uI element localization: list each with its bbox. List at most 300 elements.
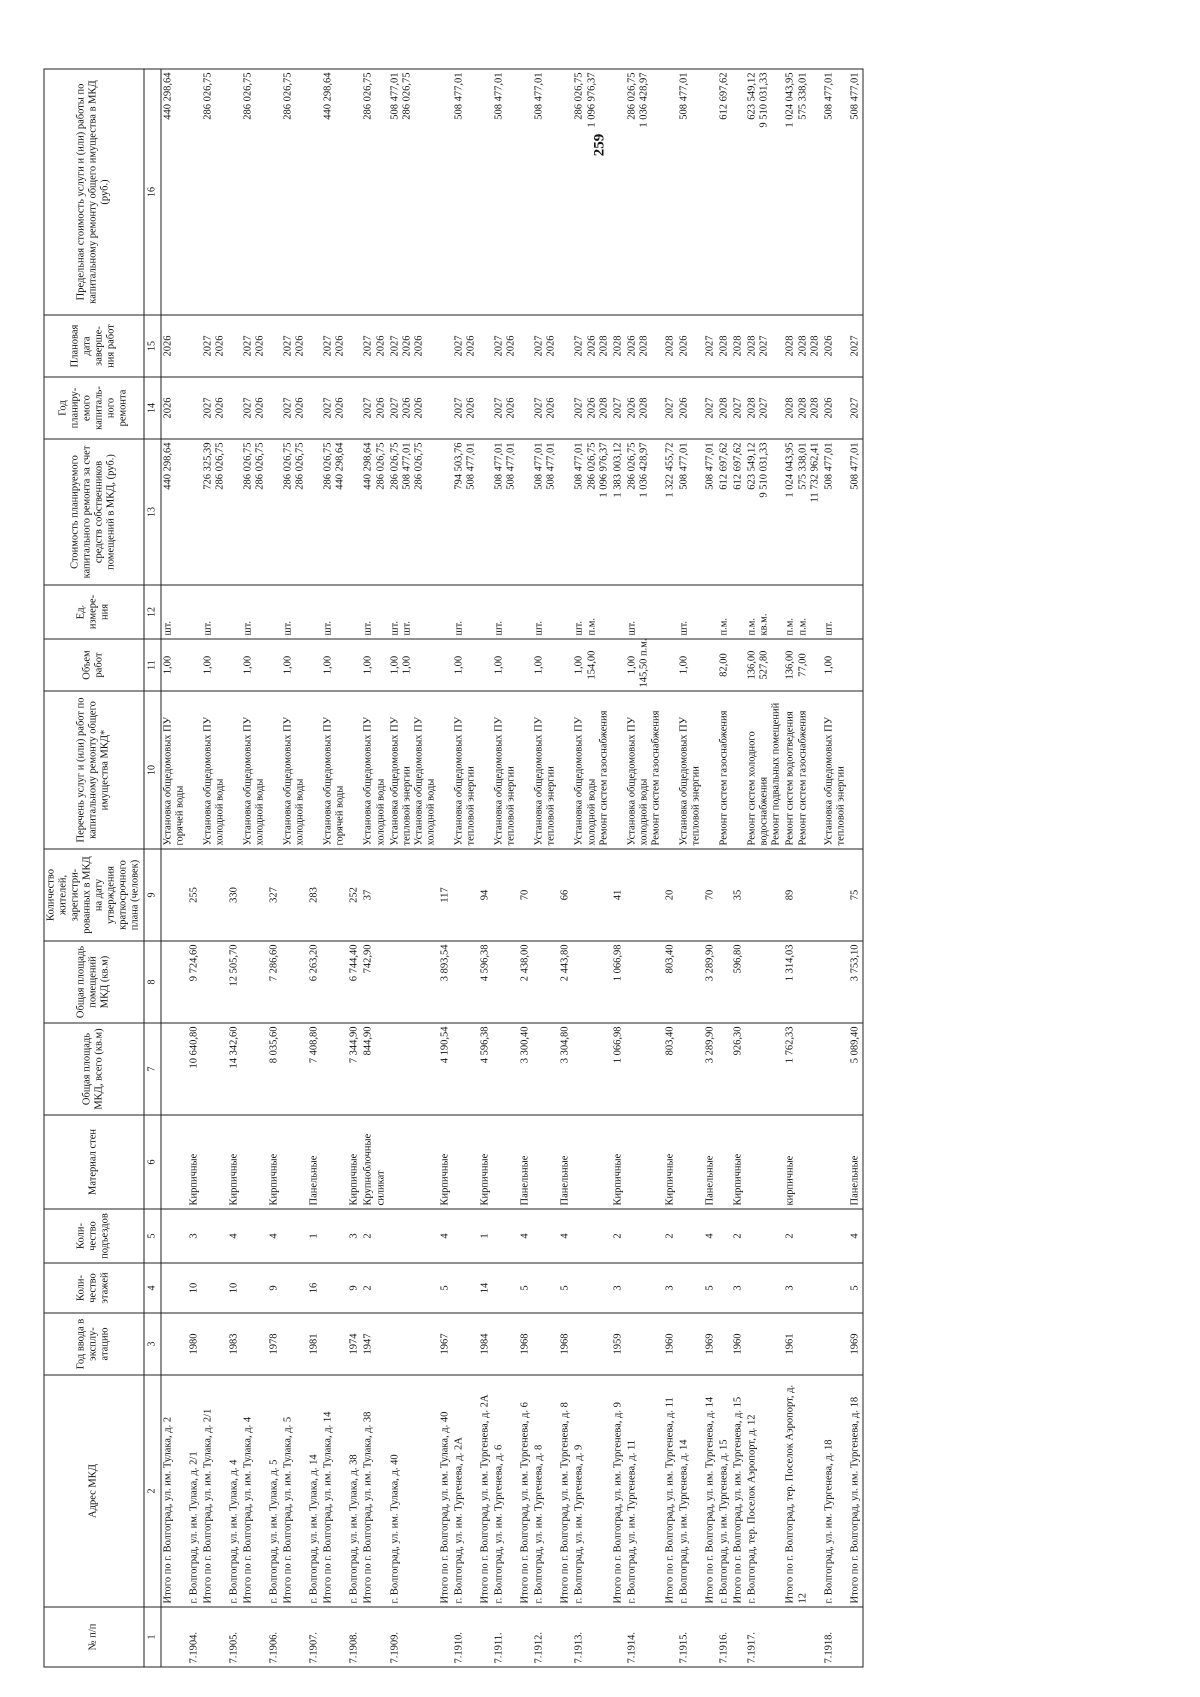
cell-c2 [611,1375,625,1607]
cell-c6: Панельные [704,1115,718,1209]
cell-c10 [322,691,348,849]
cell-c12 [187,585,201,639]
cell-c13 [848,439,863,585]
cell-line: 286 026,75 [626,442,638,490]
cell-line: 1 096 976,37 [598,442,610,498]
cell-line: 9 510 031,33 [758,72,770,128]
cell-line: 2027 [362,397,374,418]
cell-line: тепловой энергии [835,765,847,845]
cell-line: шт. [453,620,465,635]
cell-c9: 41 [611,849,625,941]
cell-c1 [322,1607,348,1667]
cell-c11 [677,639,703,691]
cell-c15 [388,315,438,377]
cell-c12 [559,585,573,639]
cell-c11 [611,639,625,691]
cell-c12 [388,585,438,639]
repair-plan-table [44,68,864,1667]
cell-c4: 3 [663,1263,677,1313]
table-row [308,69,322,1667]
cell-c7: 803,40 [663,1023,677,1115]
cell-c10 [493,691,519,849]
cell-c3: 1969 [848,1313,863,1375]
cell-c8 [201,941,227,1023]
cell-c12 [268,585,282,639]
cell-line: Ремонт систем газоснабжения [797,710,808,845]
cell-c12 [362,585,388,639]
cell-line: 508 477,01 [453,72,465,120]
cell-c4 [282,1263,308,1313]
cell-c9 [625,849,663,941]
cell-c10 [227,691,241,849]
cell-line: 440 298,64 [162,72,173,120]
cell-c15 [452,315,478,377]
cell-line: 2026 [375,397,386,418]
cell-line: 2026 [586,397,597,418]
cell-c3 [493,1313,519,1375]
cell-c12 [625,585,663,639]
cell-c1 [519,1607,533,1667]
cell-c11 [746,639,784,691]
table-row [559,69,573,1667]
cell-c13 [533,439,559,585]
cell-c15 [663,315,677,377]
cell-c2 [282,1375,308,1607]
cell-c16 [533,69,559,315]
cell-c3: 1947 [362,1313,388,1375]
cell-c8 [282,941,308,1023]
cell-c1: 7.1909. [388,1607,438,1667]
cell-c12 [718,585,732,639]
cell-line: шт. [573,620,585,635]
cell-c13 [308,439,322,585]
cell-c13 [784,439,822,585]
cell-c15 [704,315,718,377]
cell-c12 [282,585,308,639]
cell-c6 [452,1115,478,1209]
cell-c2 [438,1375,452,1607]
cell-c14 [438,377,452,439]
cell-line: 2026 [334,397,346,418]
cell-c7: 844,90 [362,1023,388,1115]
cell-c7 [625,1023,663,1115]
cell-c2 [241,1375,267,1607]
cell-c15 [479,315,493,377]
cell-c5: 4 [704,1209,718,1263]
cell-c2 [848,1375,863,1607]
cell-c11 [308,639,322,691]
cell-c6: Панельные [519,1115,533,1209]
cell-c12 [227,585,241,639]
cell-c11 [348,639,362,691]
cell-c10 [732,691,746,849]
cell-c5 [822,1209,848,1263]
cell-line: 2028 [746,335,758,356]
cell-c11 [388,639,438,691]
cell-c9 [573,849,611,941]
cell-line: шт. [389,620,401,635]
cell-line: 1,00 [362,655,374,674]
cell-c1: 7.1908. [348,1607,362,1667]
cell-c10 [519,691,533,849]
cell-c5: 2 [611,1209,625,1263]
cell-c7: 7 344,90 [348,1023,362,1115]
cell-c8: 6 263,20 [308,941,322,1023]
cell-line: 726 325,39 [202,442,214,490]
cell-c5 [201,1209,227,1263]
table-row [848,69,863,1667]
cell-c6 [493,1115,519,1209]
cell-c15 [362,315,388,377]
cell-line: г. Волгоград, ул. им. Тулака, д. 5 [268,1459,280,1603]
cell-line: 2026 [294,335,306,356]
cell-line: Установка общедомовых ПУ [413,716,425,845]
cell-c9 [746,849,784,941]
cell-c2 [784,1375,822,1607]
column-number-5: 5 [144,1209,161,1263]
cell-c16 [663,69,677,315]
cell-c2 [746,1375,784,1607]
column-header-5: Коли-чество подъездов [44,1209,144,1263]
cell-c5: 1 [308,1209,322,1263]
table-row [663,69,677,1667]
cell-c11 [559,639,573,691]
cell-c16 [848,69,863,315]
cell-c11 [519,639,533,691]
cell-c11 [784,639,822,691]
cell-c1: 7.1904. [187,1607,201,1667]
cell-c15 [677,315,703,377]
rotated-table-container [44,69,1157,1667]
cell-c16 [348,69,362,315]
cell-c14 [848,377,863,439]
cell-c6: Кирпичные [348,1115,362,1209]
cell-c2 [559,1375,573,1607]
cell-c11 [227,639,241,691]
cell-line: 2027 [202,397,214,418]
cell-c6 [322,1115,348,1209]
cell-c2 [452,1375,478,1607]
cell-c6: Кирпичные [732,1115,746,1209]
cell-c11 [322,639,348,691]
cell-c7: 8 035,60 [268,1023,282,1115]
cell-c16 [479,69,493,315]
cell-c6 [241,1115,267,1209]
cell-c10 [161,691,188,849]
cell-line: 2026 [465,397,477,418]
cell-c15 [746,315,784,377]
cell-line: 2026 [823,335,835,356]
cell-line: 286 026,75 [586,442,597,490]
cell-c13 [388,439,438,585]
cell-c11 [718,639,732,691]
cell-line: Ремонт систем холодного [746,730,758,845]
cell-line: 2026 [545,397,557,418]
cell-line: Установка общедомовых ПУ [573,716,585,845]
cell-c2 [822,1375,848,1607]
cell-line: шт. [282,620,294,635]
cell-c7 [746,1023,784,1115]
cell-c8: 12 505,70 [227,941,241,1023]
table-row [533,69,559,1667]
cell-line: 1,00 [493,655,505,674]
cell-c12 [704,585,718,639]
cell-c4 [573,1263,611,1313]
cell-c9 [322,849,348,941]
cell-line: Ремонт систем газоснабжения [718,710,730,845]
cell-line: п.м. [718,617,730,635]
cell-line: 440 298,64 [322,72,334,120]
cell-line: 2027 [362,335,374,356]
cell-line: 286 026,75 [242,72,254,120]
cell-c14 [388,377,438,439]
cell-line: 286 026,75 [413,442,425,490]
cell-line: 2026 [586,335,597,356]
cell-c8: 4 596,38 [479,941,493,1023]
cell-line: Итого по г. Волгоград, ул. им. Тулака, д. 14 [322,1411,334,1603]
cell-c2 [201,1375,227,1607]
cell-c10 [268,691,282,849]
cell-c7 [388,1023,438,1115]
cell-line: 2027 [493,335,505,356]
cell-c11 [732,639,746,691]
cell-c16 [201,69,227,315]
cell-c7 [533,1023,559,1115]
cell-c14 [732,377,746,439]
cell-c14 [493,377,519,439]
table-row [438,69,452,1667]
cell-c11 [848,639,863,691]
cell-line: 2027 [282,335,294,356]
cell-c13 [718,439,732,585]
cell-c14 [268,377,282,439]
cell-c9: 255 [187,849,201,941]
cell-line: 2027 [533,397,545,418]
column-header-13: Стоимость планируемого капитального ремонта за счет средств собственников помещений в МКД, (руб.) [44,439,144,585]
cell-c4 [677,1263,703,1313]
cell-line: шт. [823,620,835,635]
cell-c9: 94 [479,849,493,941]
cell-c7: 1 762,33 [784,1023,822,1115]
table-row [388,69,438,1667]
cell-c9 [388,849,438,941]
cell-line: 508 477,01 [823,442,835,490]
cell-line: Итого по г. Волгоград, ул. им. Тургенева, д. 8 [559,1401,571,1603]
cell-c8: 596,80 [732,941,746,1023]
cell-c11 [493,639,519,691]
cell-c2 [663,1375,677,1607]
cell-line: водоснабжения [758,776,770,845]
cell-c3 [533,1313,559,1375]
column-number-1: 1 [144,1607,161,1667]
cell-line: Итого по г. Волгоград, ул. им. Тулака, д. 38 [362,1411,374,1603]
cell-line: 508 477,01 [849,72,861,120]
cell-line: 508 477,01 [823,72,835,120]
cell-line: п.м. [784,617,796,635]
cell-line: 2027 [322,397,334,418]
cell-c12 [573,585,611,639]
cell-line: 2026 [413,335,425,356]
cell-c10 [533,691,559,849]
cell-line: 286 026,75 [254,442,266,490]
cell-c4 [322,1263,348,1313]
cell-c3: 1961 [784,1313,822,1375]
cell-c16 [732,69,746,315]
cell-c3: 1960 [732,1313,746,1375]
cell-line: 2027 [242,397,254,418]
cell-c4: 5 [848,1263,863,1313]
table-row [746,69,784,1667]
cell-line: Ремонт систем газоснабжения [598,710,610,845]
column-number-15: 15 [144,315,161,377]
table-row [362,69,388,1667]
cell-c8 [161,941,188,1023]
cell-c4: 5 [438,1263,452,1313]
cell-c10 [388,691,438,849]
cell-c12 [663,585,677,639]
cell-line: 145,50 п.м. [638,637,650,687]
cell-line: Ремонт подвальных помещений [770,702,782,845]
cell-c5: 4 [268,1209,282,1263]
cell-c12 [822,585,848,639]
cell-c3: 1983 [227,1313,241,1375]
cell-c3: 1980 [187,1313,201,1375]
cell-line: 1,00 [453,655,465,674]
cell-c10 [677,691,703,849]
cell-c2 [388,1375,438,1607]
cell-c7 [573,1023,611,1115]
cell-c9 [822,849,848,941]
cell-c13 [161,439,188,585]
cell-c10 [282,691,308,849]
cell-c9 [493,849,519,941]
cell-line: Установка общедомовых ПУ [678,716,690,845]
cell-line: г. Волгоград, ул. им. Тургенева, д. 18 [823,1439,835,1603]
cell-c10 [611,691,625,849]
column-number-13: 13 [144,439,161,585]
cell-line: 9 510 031,33 [758,442,770,498]
cell-c13 [732,439,746,585]
cell-line: Установка общедомовых ПУ [242,716,254,845]
cell-c2 [732,1375,746,1607]
cell-line: 2027 [849,335,861,356]
cell-c9: 327 [268,849,282,941]
cell-line: шт. [322,620,334,635]
cell-c4: 5 [519,1263,533,1313]
cell-line: 2027 [758,335,770,356]
cell-c3: 1968 [559,1313,573,1375]
cell-line: г. Волгоград, тер. Поселок Аэропорт, д. 12 [746,1413,758,1603]
table-row [677,69,703,1667]
column-number-6: 6 [144,1115,161,1209]
cell-line: Установка общедомовых ПУ [202,716,214,845]
cell-c14 [308,377,322,439]
cell-c16 [625,69,663,315]
cell-line: 575 338,01 [797,72,808,120]
cell-line: тепловой энергии [690,765,702,845]
cell-line: 2026 [254,335,266,356]
cell-line: 508 477,01 [401,442,413,490]
cell-c8 [625,941,663,1023]
cell-c5: 2 [663,1209,677,1263]
cell-c12 [241,585,267,639]
cell-c5: 4 [519,1209,533,1263]
cell-line: г. Волгоград, ул. им. Тургенева, д. 6 [493,1444,505,1603]
cell-line: 2026 [545,335,557,356]
cell-c12 [533,585,559,639]
cell-line: 1,00 [573,655,585,674]
cell-c5 [533,1209,559,1263]
cell-line: 2026 [678,397,690,418]
cell-c9 [452,849,478,941]
cell-c12 [677,585,703,639]
cell-c10 [348,691,362,849]
cell-c10 [201,691,227,849]
cell-c6 [746,1115,784,1209]
cell-c7 [322,1023,348,1115]
cell-line: Ремонт систем водоотведения [784,710,796,845]
cell-c7 [452,1023,478,1115]
cell-c16 [362,69,388,315]
cell-c15 [282,315,308,377]
cell-c8 [388,941,438,1023]
cell-c12 [848,585,863,639]
cell-line: 2027 [242,335,254,356]
cell-line: Итого по г. Волгоград, тер. Поселок Аэропорт, д. [784,1384,796,1603]
cell-c12 [493,585,519,639]
cell-c14 [625,377,663,439]
cell-c6: кирпичные [784,1115,822,1209]
cell-c10 [718,691,732,849]
cell-c13 [348,439,362,585]
cell-c5 [625,1209,663,1263]
cell-c7 [161,1023,188,1115]
cell-c8 [322,941,348,1023]
cell-line: горячей воды [334,785,346,845]
cell-c13 [611,439,625,585]
cell-c16 [187,69,201,315]
cell-c5: 4 [438,1209,452,1263]
table-body [161,69,863,1667]
cell-c5 [388,1209,438,1263]
table-row [452,69,478,1667]
cell-c6 [201,1115,227,1209]
cell-line: 2028 [797,335,808,356]
cell-c8: 742,90 [362,941,388,1023]
column-number-9: 9 [144,849,161,941]
column-header-2: Адрес МКД [44,1375,144,1607]
cell-line: Установка общедомовых ПУ [162,716,173,845]
cell-line: 2026 [465,335,477,356]
cell-c1 [611,1607,625,1667]
cell-c2 [519,1375,533,1607]
cell-line: шт. [493,620,505,635]
column-header-11: Объем работ [44,639,144,691]
cell-c8: 2 438,00 [519,941,533,1023]
cell-line: 1,00 [401,655,413,674]
cell-c6: Кирпичные [187,1115,201,1209]
cell-line: 2026 [413,397,425,418]
column-number-2: 2 [144,1375,161,1607]
cell-line: 2028 [718,335,730,356]
cell-c4: 3 [611,1263,625,1313]
cell-line: 286 026,75 [401,72,413,120]
cell-c15 [533,315,559,377]
cell-c1 [362,1607,388,1667]
cell-line: 2026 [678,335,690,356]
cell-c10 [625,691,663,849]
cell-c4: 9 [348,1263,362,1313]
